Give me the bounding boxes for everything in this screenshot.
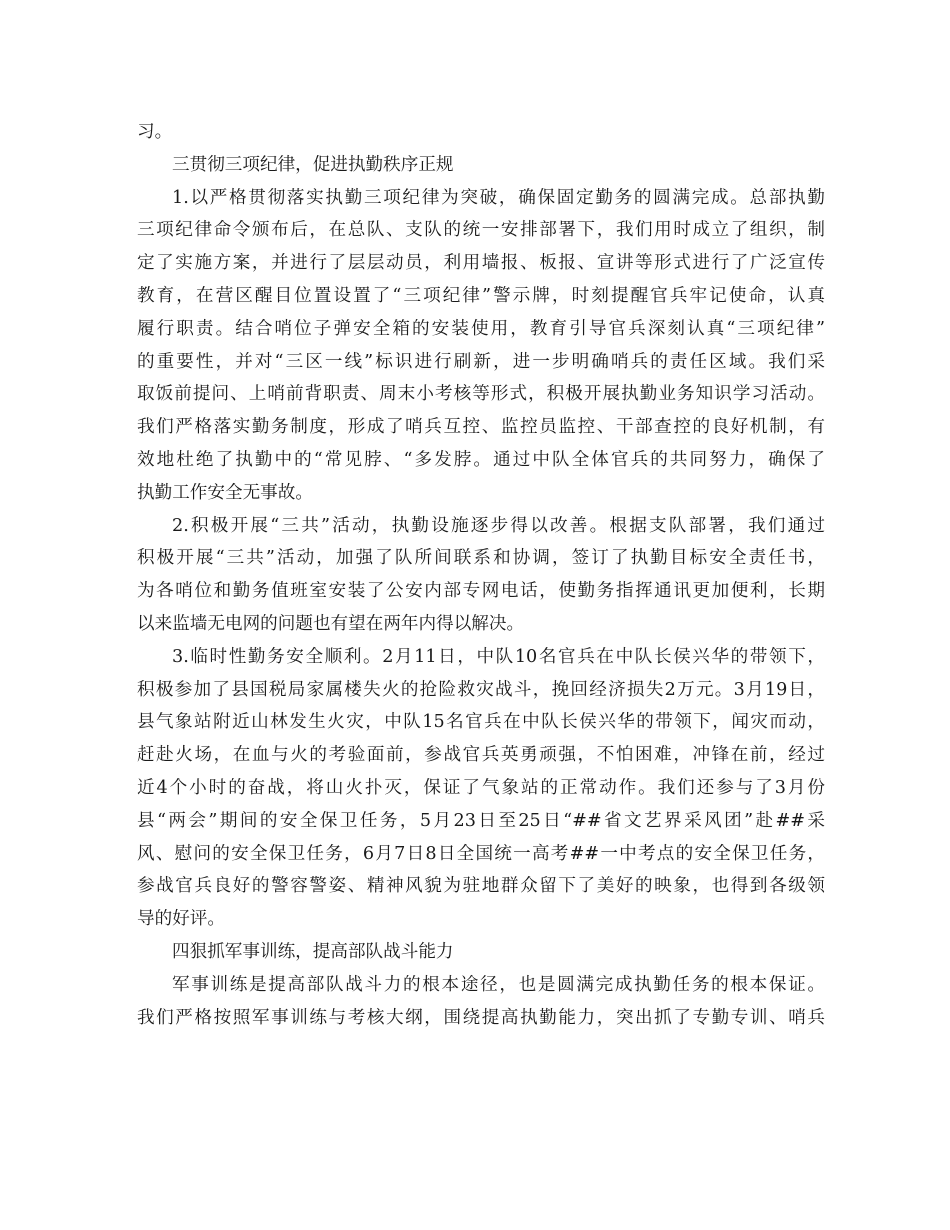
text-line: 四狠抓军事训练，提高部队战斗能力 (172, 941, 454, 962)
text-line: 县“两会”期间的安全保卫任务，5月23日至25日“##省文艺界采风团”赴##采 (137, 810, 825, 831)
text-line: 积极参加了县国税局家属楼失火的抢险救灾战斗，挽回经济损失2万元。3月19日， (137, 679, 825, 700)
text-line: 执勤工作安全无事故。 (137, 482, 313, 503)
text-line: 县气象站附近山林发生火灾，中队15名官兵在中队长侯兴华的带领下，闻灾而动， (137, 712, 825, 733)
text-line: 三项纪律命令颁布后，在总队、支队的统一安排部署下，我们用时成立了组织，制 (137, 220, 825, 241)
text-line: 1.以严格贯彻落实执勤三项纪律为突破，确保固定勤务的圆满完成。总部执勤 (172, 187, 825, 208)
text-line: 为各哨位和勤务值班室安装了公安内部专网电话，使勤务指挥通讯更加便利，长期 (137, 581, 825, 602)
text-line: 赶赴火场，在血与火的考验面前，参战官兵英勇顽强，不怕困难，冲锋在前，经过 (137, 745, 825, 766)
text-line: 军事训练是提高部队战斗力的根本途径，也是圆满完成执勤任务的根本保证。 (172, 974, 825, 995)
text-line: 我们严格落实勤务制度，形成了哨兵互控、监控员监控、干部查控的良好机制，有 (137, 417, 825, 438)
text-line: 取饭前提问、上哨前背职责、周末小考核等形式，积极开展执勤业务知识学习活动。 (137, 384, 825, 405)
text-line: 习。 (137, 122, 173, 142)
text-line: 2.积极开展“三共”活动，执勤设施逐步得以改善。根据支队部署，我们通过 (172, 515, 825, 536)
text-line: 风、慰问的安全保卫任务，6月7日8日全国统一高考##一中考点的安全保卫任务， (137, 843, 825, 864)
text-line: 三贯彻三项纪律，促进执勤秩序正规 (172, 154, 454, 175)
text-line: 教育，在营区醒目位置设置了“三项纪律”警示牌，时刻提醒官兵牢记使命，认真 (137, 285, 825, 306)
text-line: 我们严格按照军事训练与考核大纲，围绕提高执勤能力，突出抓了专勤专训、哨兵 (137, 1007, 825, 1028)
text-line: 的重要性，并对“三区一线”标识进行刷新，进一步明确哨兵的责任区域。我们采 (137, 351, 825, 372)
text-line: 参战官兵良好的警容警姿、精神风貌为驻地群众留下了美好的映象，也得到各级领 (137, 876, 825, 897)
text-line: 3.临时性勤务安全顺利。2月11日，中队10名官兵在中队长侯兴华的带领下， (172, 646, 825, 667)
text-line: 履行职责。结合哨位子弹安全箱的安装使用，教育引导官兵深刻认真“三项纪律” (137, 318, 825, 339)
text-line: 以来监墙无电网的问题也有望在两年内得以解决。 (137, 613, 525, 634)
text-line: 效地杜绝了执勤中的“常见脖、“多发脖。通过中队全体官兵的共同努力，确保了 (137, 449, 825, 470)
text-line: 近4个小时的奋战，将山火扑灭，保证了气象站的正常动作。我们还参与了3月份 (137, 777, 825, 798)
text-line: 导的好评。 (137, 909, 225, 930)
text-line: 定了实施方案，并进行了层层动员，利用墙报、板报、宣讲等形式进行了广泛宣传 (137, 253, 825, 274)
text-line: 积极开展“三共”活动，加强了队所间联系和协调，签订了执勤目标安全责任书， (137, 548, 825, 569)
document-body (137, 116, 825, 1034)
